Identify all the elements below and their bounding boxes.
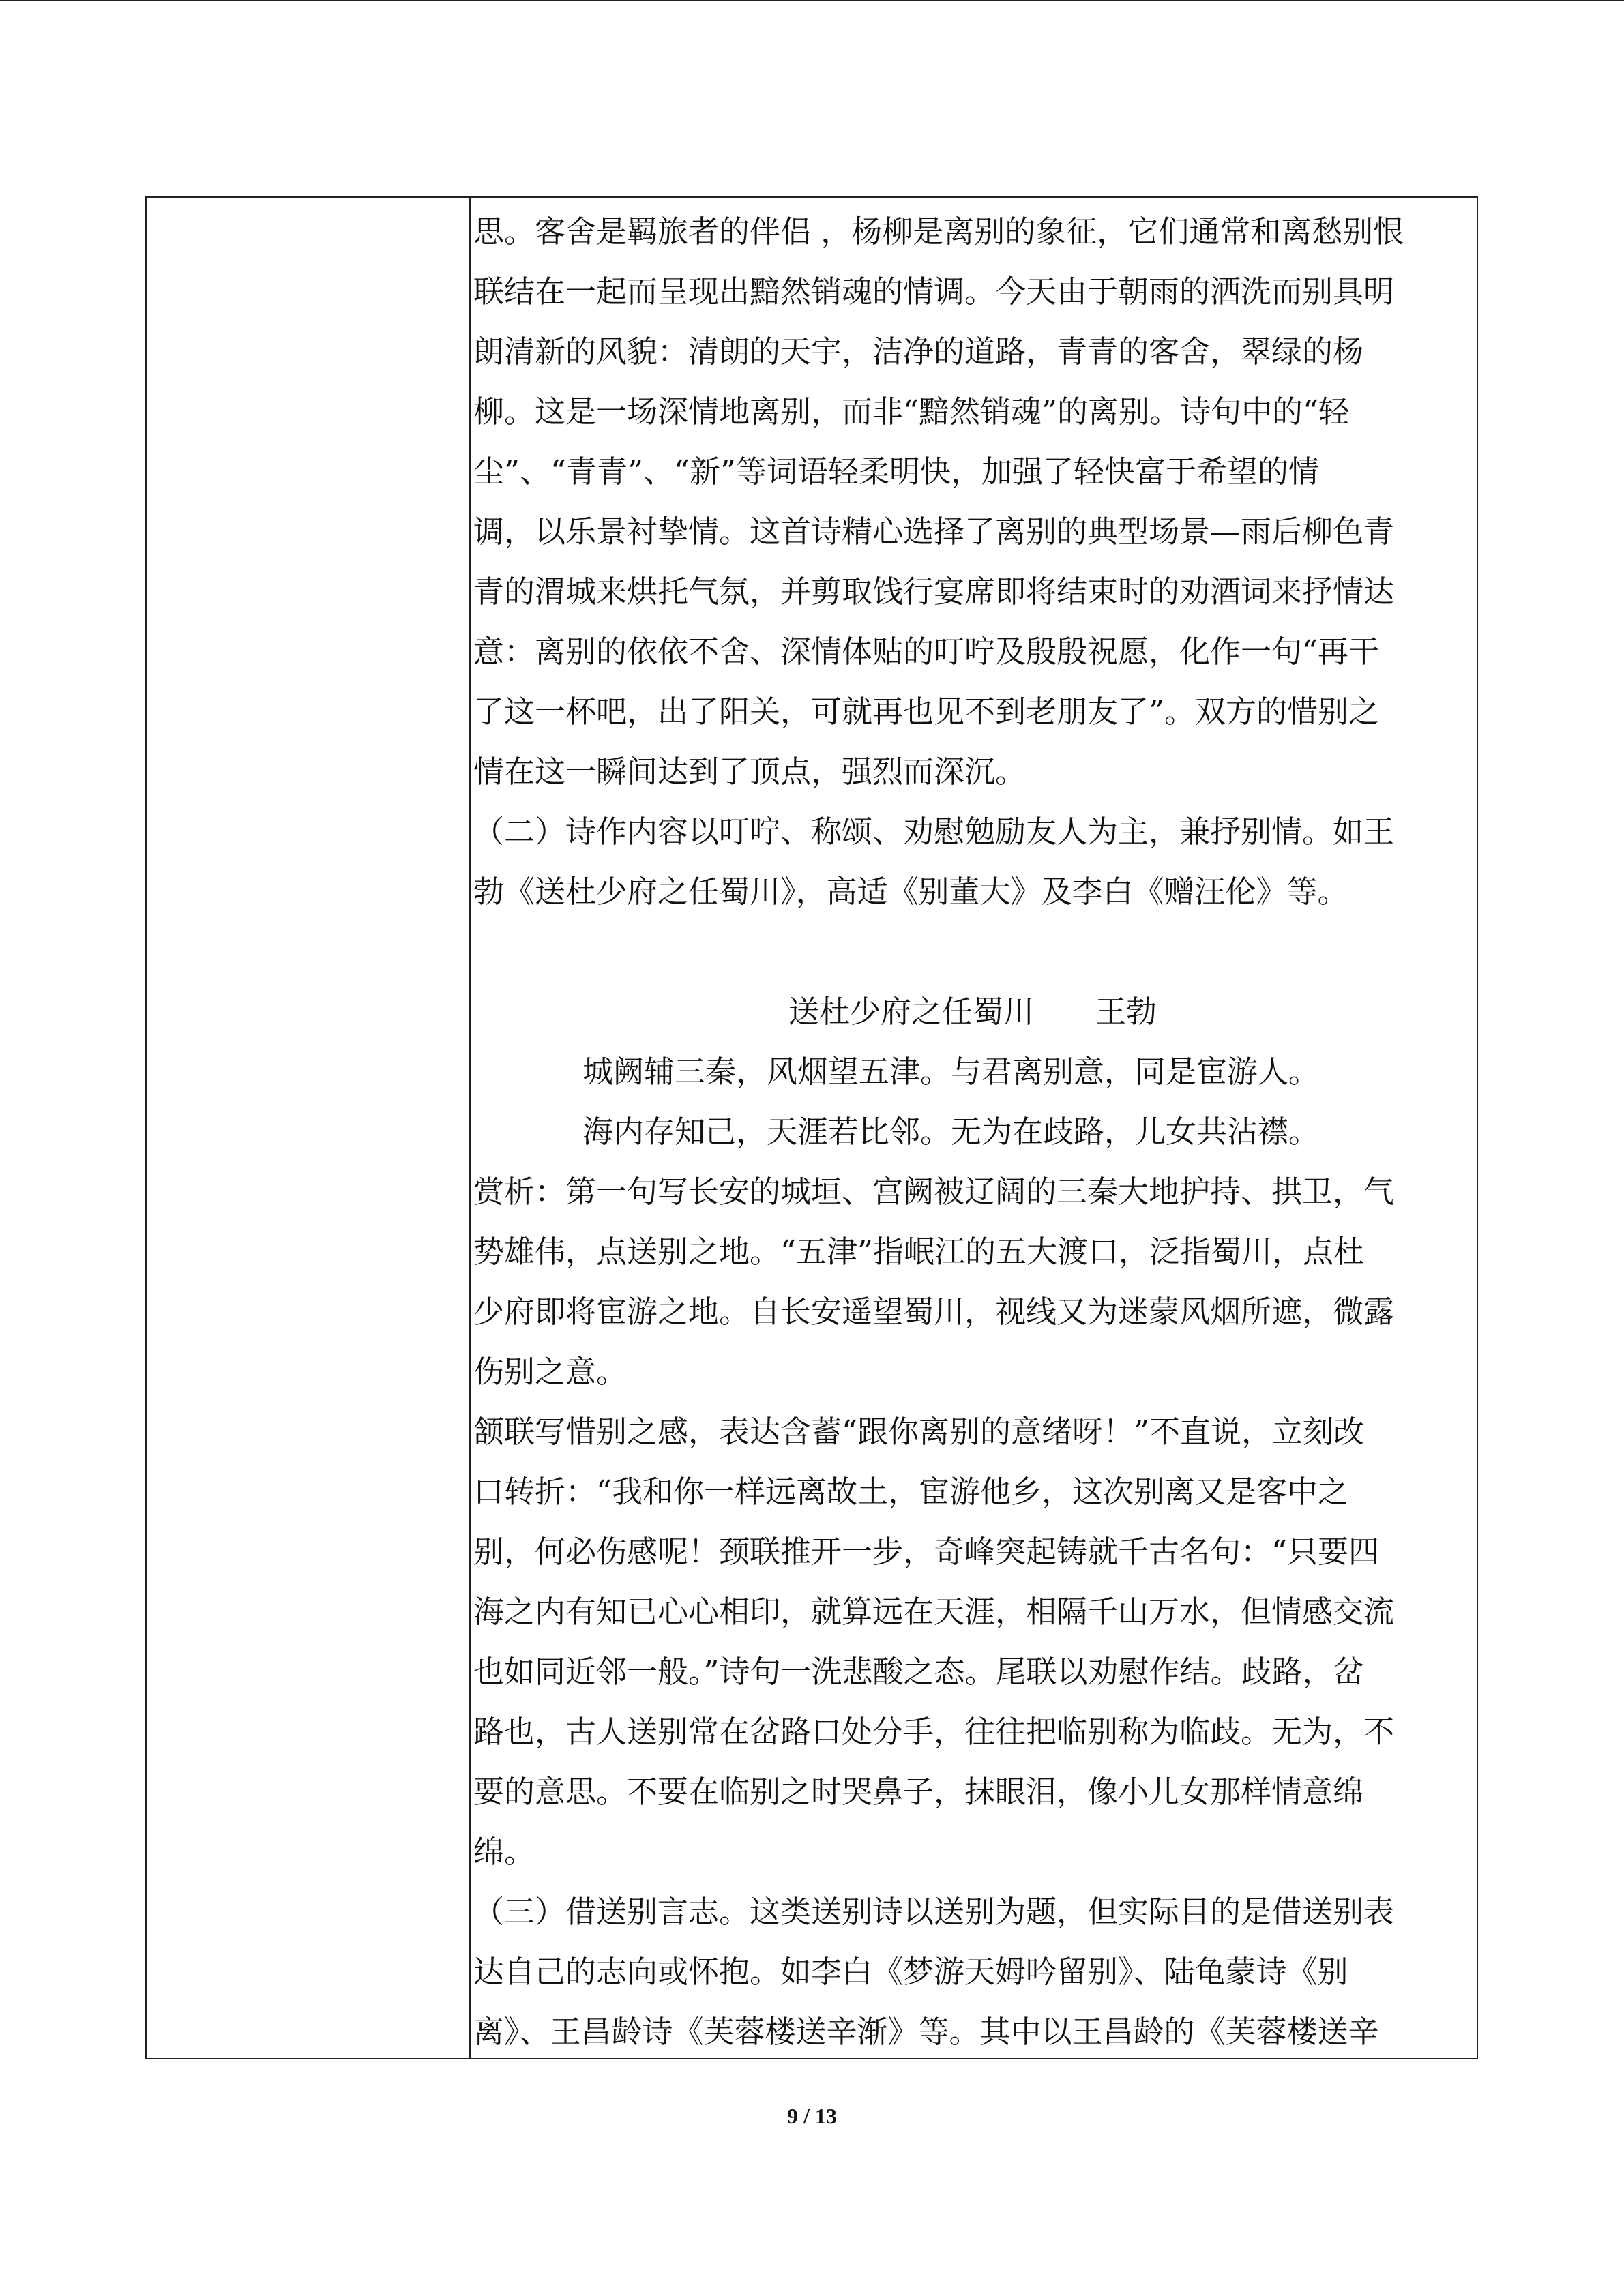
body-line: 联结在一起而呈现出黯然销魂的情调。今天由于朝雨的洒洗而别具明 — [473, 273, 1395, 310]
poem-title: 送杜少府之任蜀川 — [788, 994, 1034, 1030]
poem-heading — [473, 982, 1472, 1042]
poem-verse: 海内存知己，天涯若比邻。无为在歧路，儿女共沾襟。 — [582, 1114, 1320, 1150]
page-number: 9 / 13 — [787, 2104, 837, 2128]
analysis-line: 别，何必伤感呢！颈联推开一步，奇峰突起铸就千古名句：“只要四 — [473, 1534, 1380, 1570]
poem-verse: 城阙辅三秦，风烟望五津。与君离别意，同是宦游人。 — [582, 1054, 1320, 1090]
poem-author: 王勃 — [1095, 994, 1157, 1030]
analysis-line: 路也，古人送别常在岔路口处分手，往往把临别称为临歧。无为，不 — [473, 1714, 1395, 1750]
analysis-line: 要的意思。不要在临别之时哭鼻子，抹眼泪，像小儿女那样情意绵 — [473, 1774, 1364, 1810]
body-line: （二）诗作内容以叮咛、称颂、劝慰勉励友人为主，兼抒别情。如王 — [473, 814, 1395, 850]
table-content-cell — [473, 202, 1472, 2054]
analysis-line: 少府即将宦游之地。自长安遥望蜀川，视线又为迷蒙风烟所遮，微露 — [473, 1294, 1395, 1330]
top-rule — [0, 0, 1624, 1]
analysis-line: 绵。 — [473, 1834, 535, 1870]
body-line: 调，以乐景衬挚情。这首诗精心选择了离别的典型场景—雨后柳色青 — [473, 513, 1395, 550]
analysis-line: 口转折：“我和你一样远离故土，宦游他乡，这次别离又是客中之 — [473, 1474, 1349, 1510]
body-line: 青的渭城来烘托气氛，并剪取饯行宴席即将结束时的劝酒词来抒情达 — [473, 573, 1395, 610]
analysis-line: 颔联写惜别之感，表达含蓄“跟你离别的意绪呀！”不直说，立刻改 — [473, 1414, 1365, 1450]
analysis-line: 海之内有知已心心相印，就算远在天涯，相隔千山万水，但情感交流 — [473, 1594, 1395, 1630]
body-line: 柳。这是一场深情地离别，而非“黯然销魂”的离别。诗句中的“轻 — [473, 393, 1350, 430]
analysis-line: 伤别之意。 — [473, 1354, 628, 1390]
body-line: 尘”、“青青”、“新”等词语轻柔明快，加强了轻快富于希望的情 — [473, 453, 1320, 490]
analysis-line: 赏析：第一句写长安的城垣、宫阙被辽阔的三秦大地护持、拱卫，气 — [473, 1174, 1395, 1210]
body-line: 了这一杯吧，出了阳关，可就再也见不到老朋友了”。双方的惜别之 — [473, 694, 1380, 730]
body-line: 勃《送杜少府之任蜀川》，高适《别董大》及李白《赠汪伦》等。 — [473, 874, 1348, 910]
analysis-line: （三）借送别言志。这类送别诗以送别为题，但实际目的是借送别表 — [473, 1894, 1395, 1930]
body-line: 意：离别的依依不舍、深情体贴的叮咛及殷殷祝愿，化作一句“再干 — [473, 633, 1380, 670]
analysis-line: 达自己的志向或怀抱。如李白《梦游天姆吟留别》、陆龟蒙诗《别 — [473, 1954, 1348, 1990]
column-divider — [469, 196, 471, 2059]
body-line: 朗清新的风貌：清朗的天宇，洁净的道路，青青的客舍，翠绿的杨 — [473, 333, 1364, 370]
body-line: 情在这一瞬间达到了顶点，强烈而深沉。 — [473, 754, 1027, 790]
analysis-line: 势雄伟，点送别之地。“五津”指岷江的五大渡口，泛指蜀川，点杜 — [473, 1234, 1365, 1270]
analysis-line: 也如同近邻一般。”诗句一洗悲酸之态。尾联以劝慰作结。歧路，岔 — [473, 1654, 1364, 1690]
spacer — [473, 922, 1472, 982]
analysis-line: 离》、王昌龄诗《芙蓉楼送辛渐》等。其中以王昌龄的《芙蓉楼送辛 — [473, 2014, 1379, 2050]
body-line: 思。客舍是羁旅者的伴侣 ，杨柳是离别的象征，它们通常和离愁别恨 — [473, 213, 1404, 250]
